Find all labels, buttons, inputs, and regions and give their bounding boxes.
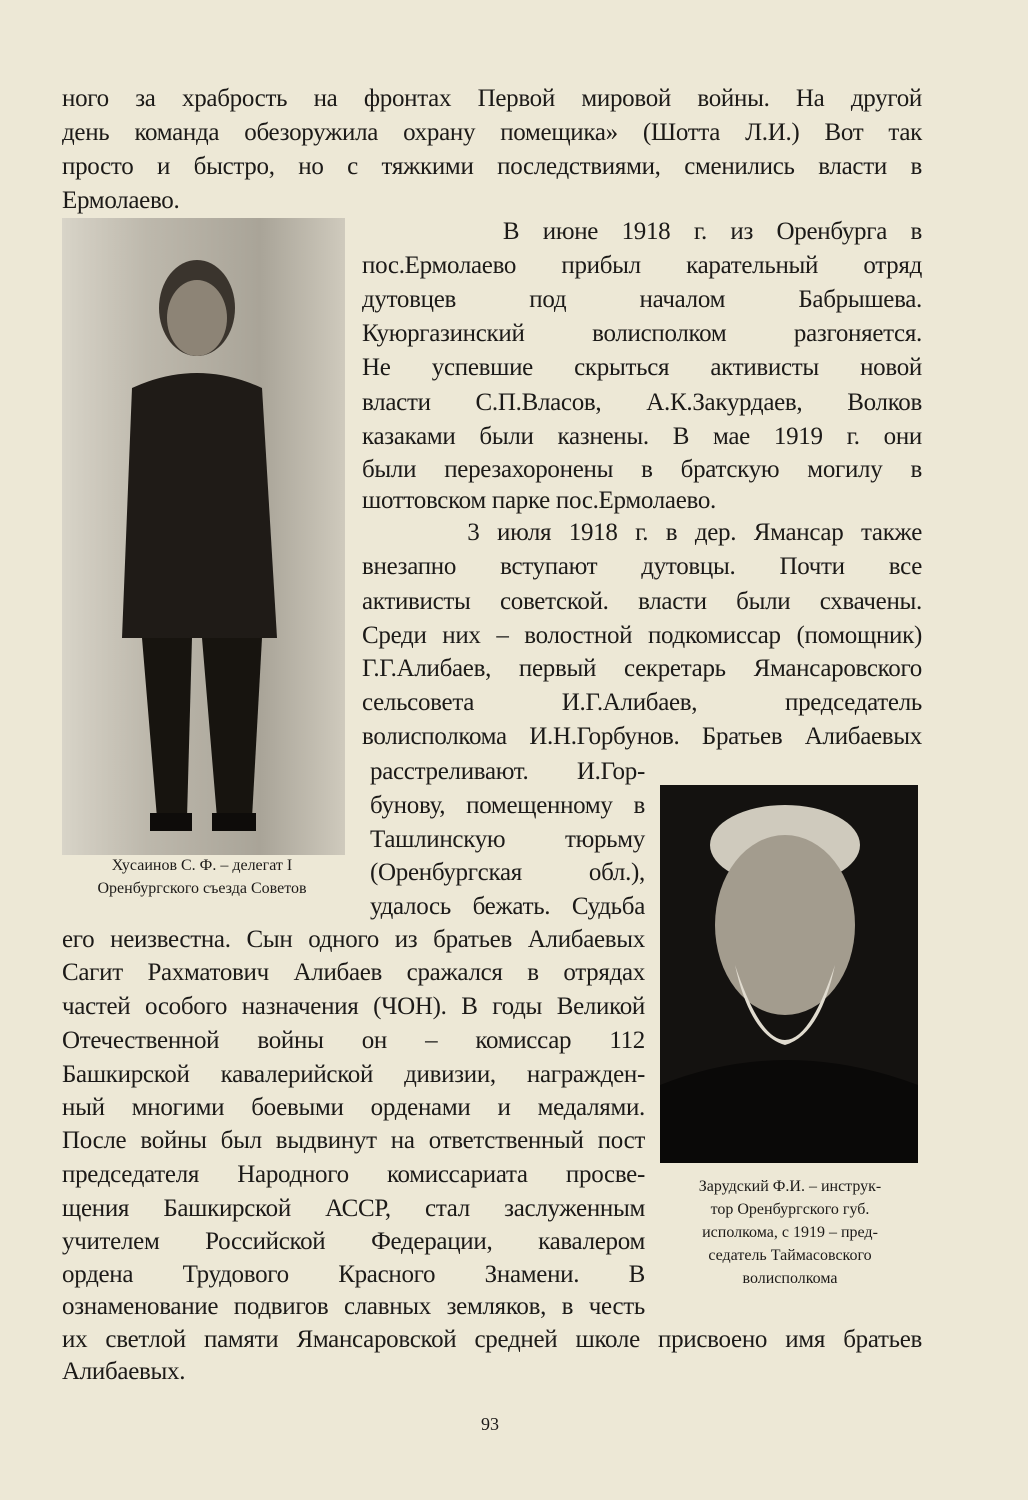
man-portrait [660,785,918,1163]
caption-line: Зарудский Ф.И. – инструк- [698,1178,882,1195]
text-line: Среди них – волостной подкомиссар (помощник) [362,622,922,649]
text-line: удалось бежать. Судьба [370,893,645,920]
text-line: ного за храбрость на фронтах Первой мировой войны. На другой [62,85,922,112]
text-line: Куюргазинский волисполком разгоняется. [362,320,922,347]
caption-line: Оренбургского съезда Советов [97,880,307,897]
text-line: 3 июля 1918 г. в дер. Ямансар также [362,519,922,546]
text-line: (Оренбургская обл.), [370,859,645,886]
text-line: власти С.П.Власов, А.К.Закурдаев, Волков [362,389,922,416]
man-standing-figure [62,218,345,855]
caption-line: седатель Таймасовского [708,1247,872,1264]
caption-line: исполкома, с 1919 – пред- [702,1224,878,1241]
caption-line: волисполкома [742,1270,838,1287]
text-line: дутовцев под началом Бабрышева. [362,286,922,313]
text-line: Ермолаево. [62,187,180,214]
text-line: волисполкома И.Н.Горбунов. Братьев Алибаевых [362,723,922,750]
text-line: Сагит Рахматович Алибаев сражался в отрядах [62,959,645,986]
photo-khusainov [62,218,345,855]
text-line: Г.Г.Алибаев, первый секретарь Ямансаровского [362,655,922,682]
text-line: ордена Трудового Красного Знамени. В [62,1261,645,1288]
photo2-caption [650,1175,930,1290]
text-line: сельсовета И.Г.Алибаев, председатель [362,689,922,716]
photo-zarudsky [660,785,918,1163]
text-line: были перезахоронены в братскую могилу в [362,456,922,483]
text-line: председателя Народного комиссариата просве- [62,1161,645,1188]
text-line: частей особого назначения (ЧОН). В годы Великой [62,993,645,1020]
photo1-caption [52,854,352,900]
text-line: день команда обезоружила охрану помещика» (Шотта Л.И.) Вот так [62,119,922,146]
text-line: казаками были казнены. В мае 1919 г. они [362,423,922,450]
text-line: просто и быстро, но с тяжкими последствиями, сменились власти в [62,153,922,180]
text-line: активисты советской. власти были схвачены. [362,588,922,615]
text-line: ный многими боевыми орденами и медалями. [62,1094,645,1121]
text-line: Башкирской кавалерийской дивизии, награжден- [62,1061,645,1088]
text-line: ознаменование подвигов славных земляков, в честь [62,1293,645,1320]
text-line: Алибаевых. [62,1358,186,1385]
text-line: щения Башкирской АССР, стал заслуженным [62,1195,645,1222]
text-line: его неизвестна. Сын одного из братьев Алибаевых [62,926,645,953]
caption-line: Хусаинов С. Ф. – делегат I [111,857,293,874]
text-line: Не успевшие скрыться активисты новой [362,354,922,381]
text-line: внезапно вступают дутовцы. Почти все [362,553,922,580]
text-line: расстреливают. И.Гор- [370,758,645,785]
text-line: учителем Российской Федерации, кавалером [62,1228,645,1255]
text-line: шоттовском парке пос.Ермолаево. [362,487,716,514]
text-line: их светлой памяти Ямансаровской средней школе присвоено имя братьев [62,1326,922,1353]
text-line: бунову, помещенному в [370,792,645,819]
caption-line: тор Оренбургского губ. [710,1201,870,1218]
text-line: Отечественной войны он – комиссар 112 [62,1027,645,1054]
text-line: После войны был выдвинут на ответственный пост [62,1127,645,1154]
text-line: Ташлинскую тюрьму [370,826,645,853]
text-line: В июне 1918 г. из Оренбурга в [362,218,922,245]
text-line: пос.Ермолаево прибыл карательный отряд [362,252,922,279]
page-number: 93 [481,1414,499,1434]
